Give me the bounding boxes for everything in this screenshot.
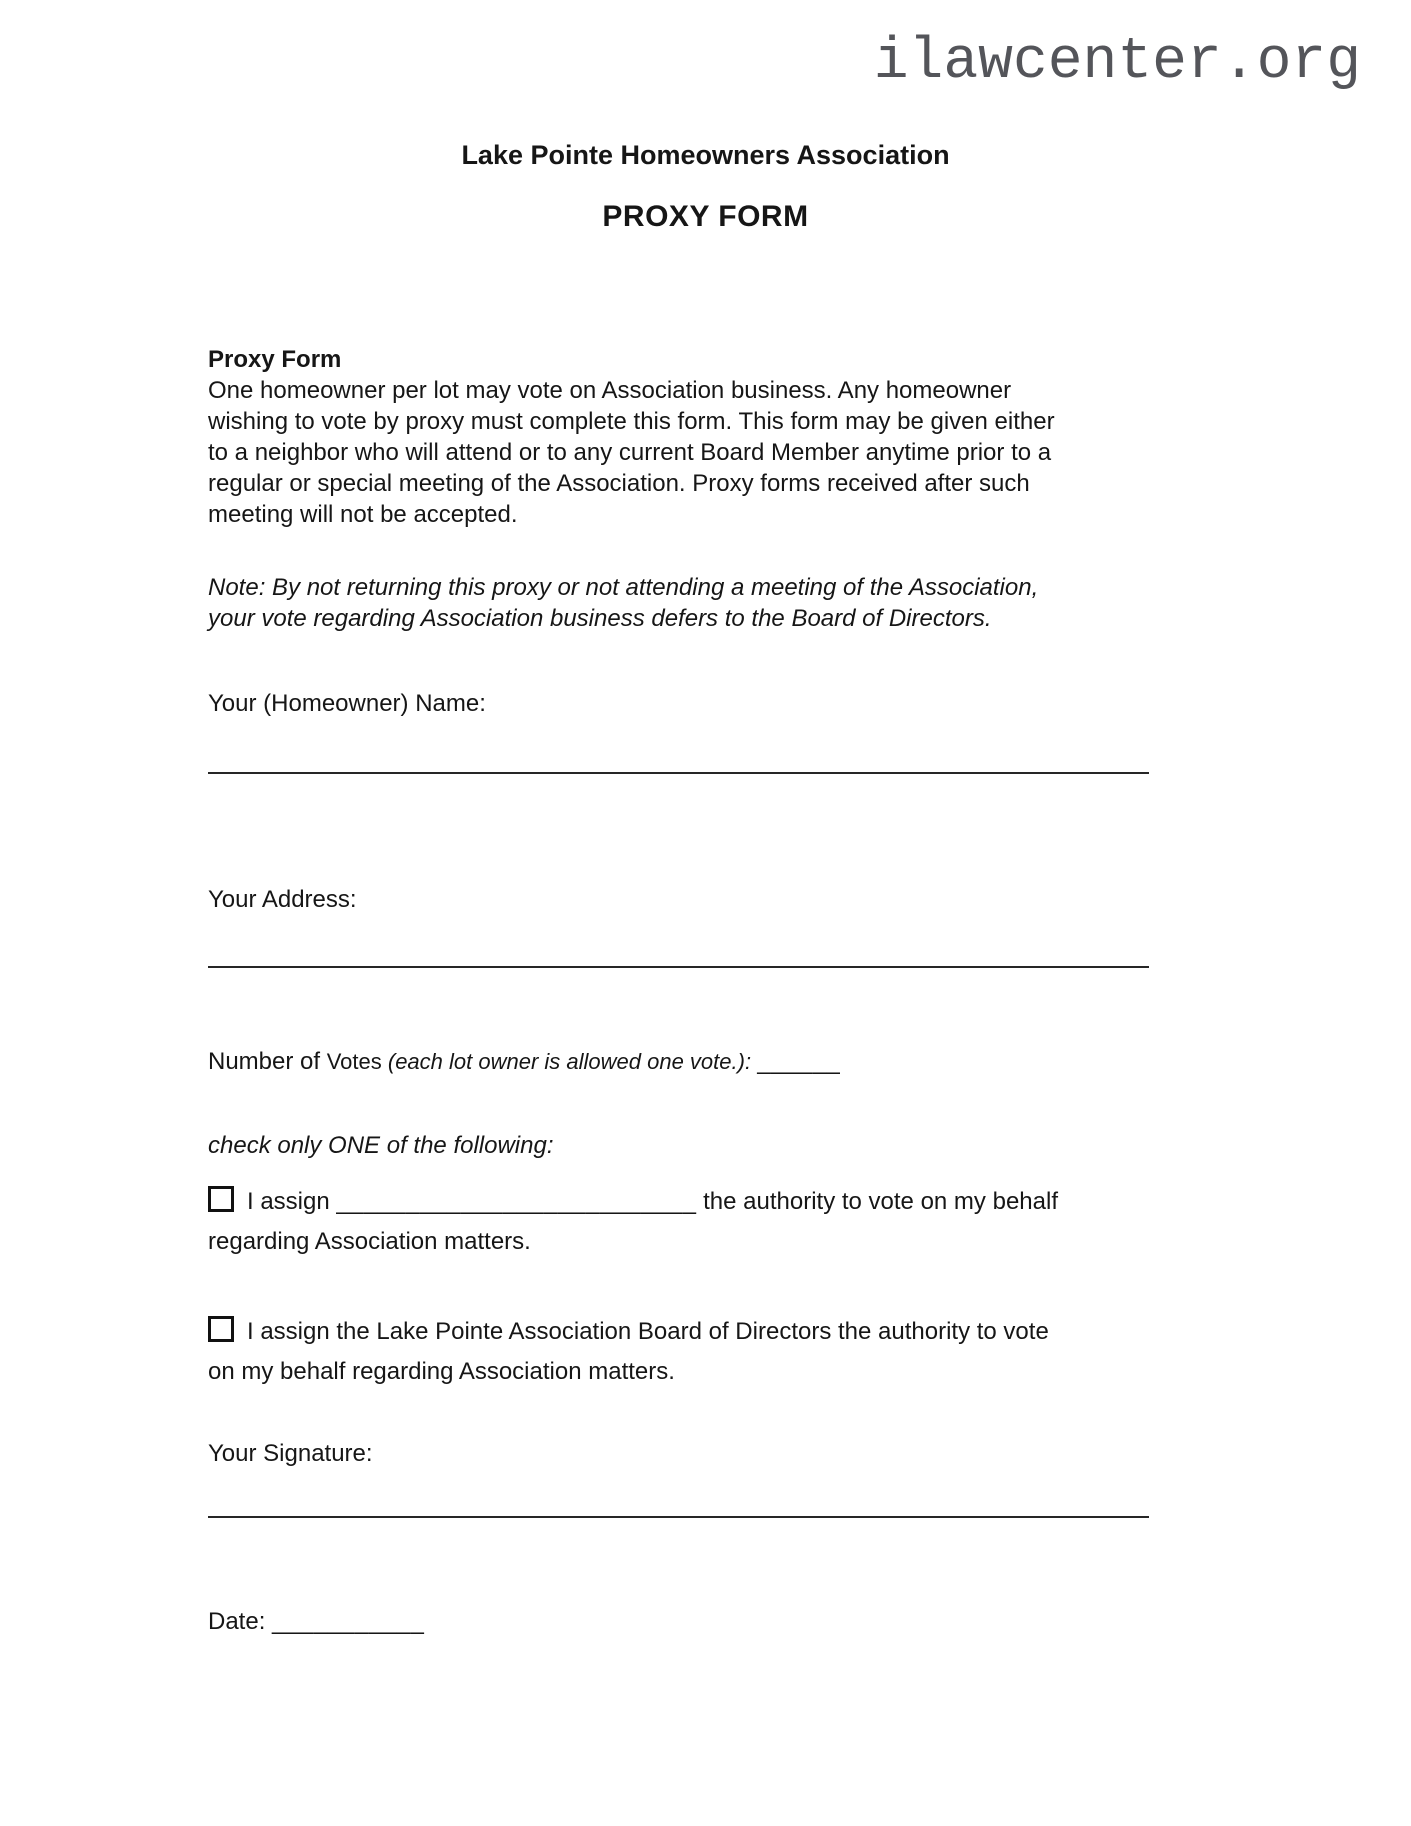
assign-person-option-line1 — [208, 1182, 1058, 1222]
note-paragraph-line: your vote regarding Association business defers to the Board of Directors. — [208, 605, 992, 632]
intro-paragraph-line: regular or special meeting of the Association. Proxy forms received after such — [208, 470, 1030, 497]
assign-board-option-line2: on my behalf regarding Association matters. — [208, 1358, 675, 1385]
assign-board-option-line1 — [208, 1312, 1049, 1352]
assign-board-text: I assign the Lake Pointe Association Board of Directors the authority to vote — [247, 1318, 1049, 1345]
date-row — [208, 1606, 424, 1637]
number-of-votes-field[interactable]: ______ — [757, 1048, 841, 1075]
intro-paragraph-line: One homeowner per lot may vote on Association business. Any homeowner — [208, 377, 1012, 404]
check-one-instruction: check only ONE of the following: — [208, 1132, 554, 1159]
assign-person-option-line2: regarding Association matters. — [208, 1228, 531, 1255]
assign-person-checkbox[interactable] — [208, 1186, 234, 1212]
signature-label: Your Signature: — [208, 1440, 373, 1467]
org-title: Lake Pointe Homeowners Association — [461, 140, 950, 170]
number-of-votes-label: Number of — [208, 1048, 327, 1075]
note-paragraph — [208, 572, 1038, 634]
intro-paragraph-line: to a neighbor who will attend or to any current Board Member anytime prior to a — [208, 439, 1052, 466]
assign-person-text-suffix: the authority to vote on my behalf — [696, 1188, 1058, 1215]
assign-board-option-row — [208, 1312, 1049, 1392]
address-label: Your Address: — [208, 886, 357, 913]
address-field[interactable] — [208, 966, 1149, 968]
date-label: Date: — [208, 1608, 273, 1635]
assign-person-text-prefix: I assign — [247, 1188, 337, 1215]
note-paragraph-line: Note: By not returning this proxy or not attending a meeting of the Association, — [208, 574, 1039, 601]
signature-field[interactable] — [208, 1516, 1149, 1518]
number-of-votes-label-word: Votes — [326, 1049, 388, 1074]
intro-paragraph-line: meeting will not be accepted. — [208, 501, 518, 528]
intro-paragraph-line: wishing to vote by proxy must complete this form. This form may be given either — [208, 408, 1055, 435]
assign-board-checkbox[interactable] — [208, 1316, 234, 1342]
assign-person-name-field[interactable]: __________________________ — [336, 1188, 697, 1215]
date-field[interactable]: ___________ — [272, 1608, 425, 1635]
assign-person-option-row — [208, 1182, 1058, 1262]
homeowner-name-label: Your (Homeowner) Name: — [208, 690, 486, 717]
page-title: PROXY FORM — [602, 200, 809, 233]
watermark-ilawcenter: ilawcenter.org — [873, 30, 1361, 95]
intro-heading: Proxy Form — [208, 346, 342, 373]
intro-paragraph — [208, 375, 1055, 530]
number-of-votes-hint: (each lot owner is allowed one vote.): — [387, 1049, 758, 1074]
number-of-votes-row — [208, 1046, 840, 1077]
homeowner-name-field[interactable] — [208, 772, 1149, 774]
